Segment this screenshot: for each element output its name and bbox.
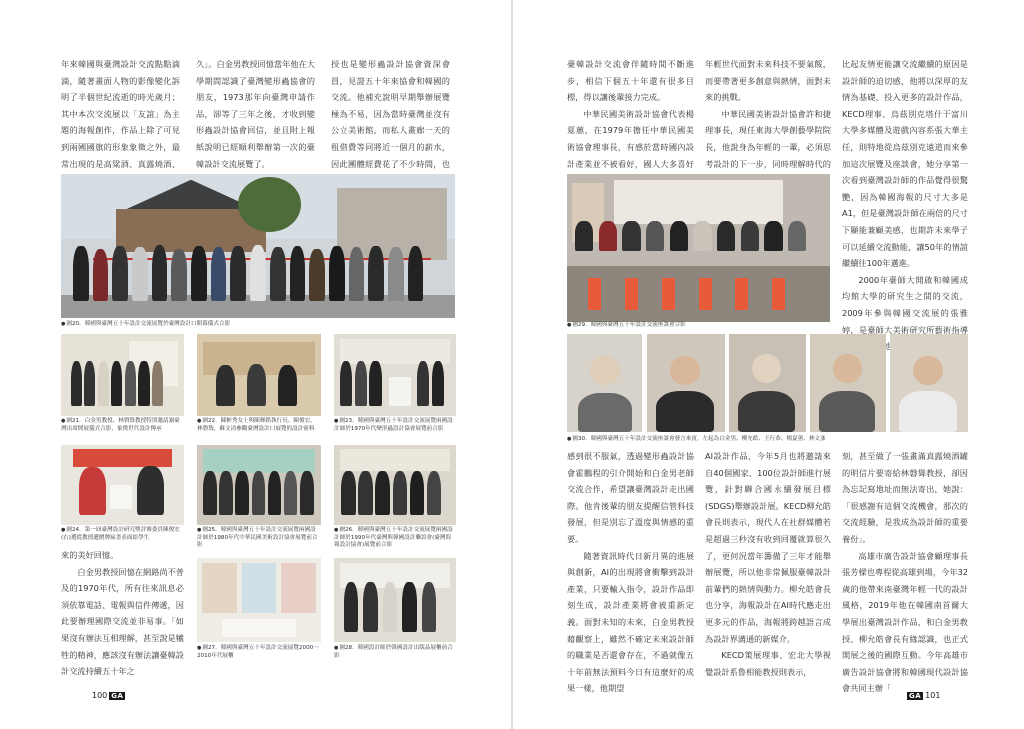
paragraph: 高雄市廣告設計協會顧理事長張芳樑也專程從高雄到場，今年32歲的他帶來南臺灣年輕一代的設計風格，2019年他在韓國南首爾大學展出臺灣設計作品，和白金男教授、柳允皓會長有緣認識，也正式開展之後的國際互動。今年高雄市廣告設計協會將和韓國現代設計協會共同主辦「 xyxy=(842,550,968,694)
magazine-logo: GA xyxy=(909,692,922,700)
photo-fig27 xyxy=(197,558,321,642)
paragraph: 感到很不服氣，透過變形蟲設計協會霍鵬程的引介開始和白金男老師交流合作，希望讓臺灣設計走出國際。他肯後輩的朋友提醒信管科技發展，但是別忘了溫度與情感的重要。 xyxy=(567,451,694,544)
left-col3 xyxy=(331,56,450,174)
photo-fig28 xyxy=(334,558,456,642)
photo-fig30-speaker-3 xyxy=(729,334,806,432)
caption-fig26: ● 圖26．韓國與臺灣五十年設計交流展覽兩國設計師於1990年代臺灣與韓國設計聯誼會(臺灣海報設計協會)展覽前合影 xyxy=(334,527,456,551)
photo-fig30-speaker-5 xyxy=(890,334,968,432)
center-gutter xyxy=(511,0,513,729)
left-col1-bottom xyxy=(61,547,184,675)
paragraph: 年來韓國與臺灣設計交流點點滴滴，隨著畫面人物的影像變化訴明了半個世紀流逝的時光歲月；其中本次交流展以「友誼」為主題的海報創作，作品上除了可見到兩國國旗的形象象徵之外，最常出現的是高粱酒、真露燒酒、 xyxy=(61,59,180,169)
right-col2-bottom xyxy=(705,448,831,678)
right-col3-bottom xyxy=(842,448,968,694)
photo-fig29 xyxy=(567,174,830,322)
paragraph: 比起友情更能讓交流繼續的原因是設計師的迫切感，他將以深厚的友情為基礎，投入更多的設計作品，KECD理事、烏茲別克塔什干富川大學多媒體及遊戲內容系張大華主任，則特地從烏茲別克遠道而來參加這次展覽及座談會，她分享第一次看到臺灣設計師的作品覺得很驚艷，因為韓國海報的尺寸大多是A1，但是臺灣設計師在兩倍的尺寸下顯能兼顧美感，也期許未來學子可以延續交流動能，讓50年的情誼繼續往100年邁進。 xyxy=(842,59,968,269)
photo-ribbon-cutting xyxy=(61,174,455,318)
paragraph: 中華民國美術設計協會許和捷理事長，現任東海大學創藝學院院長，他說身為年輕的一輩，必須思考設計的下一步，同時理解時代的 xyxy=(705,108,831,169)
caption-fig21: ● 圖21．白金男教授、林磐聳教授特別邀請謝臺灣出席開展儀式合影，象徵世代設計傳承 xyxy=(61,418,184,442)
paragraph: 白金男教授回憶在網路尚不普及的1970年代，所有往來訊息必須依靠電話、電報與信件傳遞，因此要辦理國際交流並非易事。「如果沒有辦法互相理解，甚至說是犧牲的精神，應該沒有辦法讓臺韓設計交流持續五十年之 xyxy=(61,566,184,677)
left-col2 xyxy=(196,56,315,174)
paragraph: 隨著資訊時代日新月異的進展與創新，AI的出現將會衝擊到設計產業，只要輸入指令，設計作品即刻生成，設計產業將會被重新定義。面對未知的未來，白金男教授藉觀察上，雖然不確定未來設計師的職業是否還會存在，不過就像五十年前無法預料今日有這麼好的成果一樣，他期望 xyxy=(567,550,694,694)
photo-fig25 xyxy=(197,445,321,525)
paragraph: KECD策展理事、宏北大學視覺設計系鲁相能教授則表示， xyxy=(705,650,831,677)
right-col1-top xyxy=(567,56,694,174)
caption-fig29: ● 圖29．韓國與臺灣五十年設計交流座談會合影 xyxy=(567,322,830,331)
right-col1-bottom xyxy=(567,448,694,694)
caption-fig25: ● 圖25．韓國與臺灣五十年設計交流展覽兩國設計師於1980年代中華民國美術設計協會展覽前合影 xyxy=(197,527,321,551)
page-number: 100 xyxy=(92,691,108,700)
paragraph: 來的美好回憶。 xyxy=(61,550,119,560)
caption-fig24: ● 圖24．第一屆臺灣設計研究獎評審委員陳俊宏(右)選從教授遞贈牌匾書表面給學生 xyxy=(61,527,184,551)
paragraph: 臺韓設計交流會伴隨時間不斷進步，相信下個五十年還有很多目標，得以讓後輩接力完成。 xyxy=(567,59,694,103)
left-col1-top xyxy=(61,56,180,174)
photo-fig24 xyxy=(61,445,184,525)
paragraph: 授也是變形蟲設計協會資深會員，見證五十年來協會和韓國的交流。他補充說明早期舉辦展覽極為不易，因為當時臺灣並沒有公立美術館，而私人畫廊一天的租借費等同將近一個月的薪水，因此團體經費花了不少時間，也 xyxy=(331,59,450,169)
paragraph: 久」。白金男教授回憶當年他在大學期間認識了臺灣變形蟲協會的朋友，1973那年向臺灣申請作品，卻等了三年之後，才收到變形蟲設計協會回信，並且附上報紙說明已經順利舉辦第一次的臺韓設計交流展覽了。 xyxy=(196,59,315,169)
paragraph: 中華民國美術設計協會代表楊夏蕙，在1979年擔任中華民國美術協會理事長，有感於當時國內設計產業並不被看好，國人大多喜好 xyxy=(567,108,694,169)
photo-fig23 xyxy=(334,334,456,416)
left-folio xyxy=(92,691,127,700)
caption-fig27: ● 圖27．韓國與臺灣五十年設計交流展覽2000～2010年代展櫃 xyxy=(197,645,321,663)
right-folio xyxy=(905,691,940,700)
photo-fig21 xyxy=(61,334,184,416)
page-number: 101 xyxy=(925,691,941,700)
right-col2-top xyxy=(705,56,831,174)
photo-fig22 xyxy=(197,334,321,416)
paragraph: 年輕世代面對未來科技不要氣餒，而要帶著更多創意與熱情，面對未來的挑戰。 xyxy=(705,59,831,103)
paragraph: AI設計作品，今年5月也將邀請來自40個國家、100位設計師進行展覽，針對聯合國永續發展目標(SDGS)舉辦設計展。KECD柳允皓會長則表示，現代人在社群媒體若是超過三秒沒有收到回覆就算很久了，更何況當年籌備了三年才能舉辦展覽，所以他非常佩服臺韓設計前輩們的熱情與動力。柳允皓會長也分享，海報設計在AI時代應走出更多元的作品，海報將跨越語言成為設計界溝通的新媒介。 xyxy=(705,451,831,644)
caption-fig28: ● 圖28．韓國設計師於韓國設計出版品展櫃前合影 xyxy=(334,645,456,663)
photo-fig30-speaker-1 xyxy=(567,334,642,432)
photo-fig26 xyxy=(334,445,456,525)
magazine-logo: GA xyxy=(111,692,124,700)
caption-fig22: ● 圖22．陳彬秀女士與陳輝銘執行長、陳俊宏、林磐聳，蘇文清參觀臺灣設計口展覽的設計密料 xyxy=(197,418,321,442)
paragraph: 刻，甚至做了一張畫滿真露燒酒罐的明信片要寄給林磐聳教授，卻因為忘記寫地址而無法寄出，她說：「很感謝有這個交流機會，那次的交流經驗，是我成為設計師的重要養份」。 xyxy=(842,451,968,544)
caption-fig30: ● 圖30．韓國與臺灣五十年設計交流座談會發言來賓，左起為白金男、柳允皓、王行恭、楊夏蕙、林文彥 xyxy=(567,436,968,445)
right-col3-top xyxy=(842,56,968,352)
paragraph: 2000年臺師大開啟和韓國成均館大學的研究生之間的交流，2009年參與韓國交流展的張雅婷，是臺師大美術研究所藝術指導 她 xyxy=(842,274,968,352)
photo-fig30-speaker-2 xyxy=(647,334,725,432)
caption-fig20: ● 圖20．韓國與臺灣五十年設計交流展覽於臺灣設計口開幕儀式合影 xyxy=(61,321,455,330)
caption-fig23: ● 圖23．韓國與臺灣五十年設計交流展覽兩國設計師於1970年代變形蟲設計協會展覽前合影 xyxy=(334,418,456,442)
photo-fig30-speaker-4 xyxy=(810,334,886,432)
